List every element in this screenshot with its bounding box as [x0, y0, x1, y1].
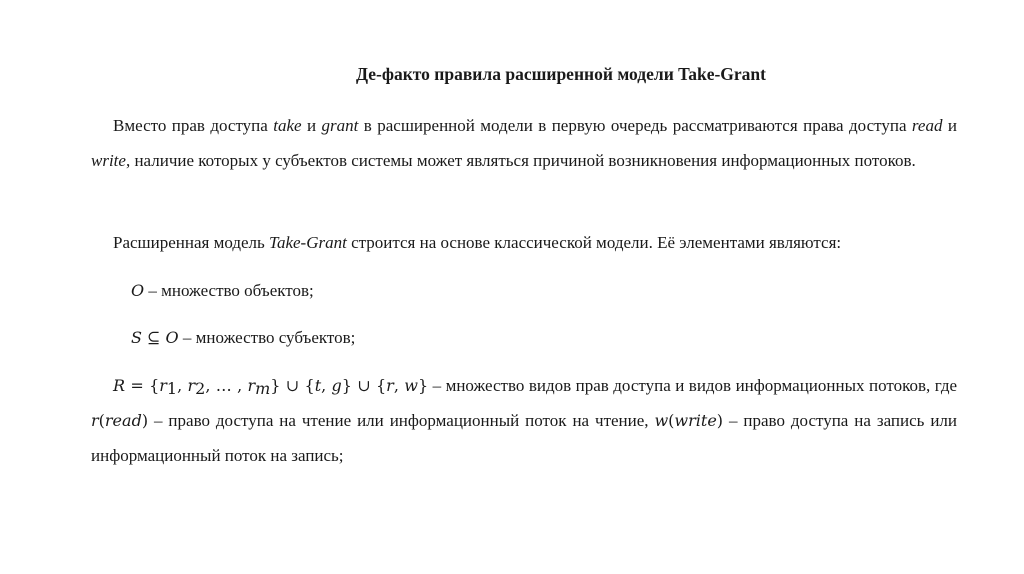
math-run: ,	[177, 376, 188, 395]
term-take-grant: Take-Grant	[269, 233, 347, 252]
text-run: и	[301, 116, 322, 135]
symbol-r: r	[386, 376, 394, 395]
subscript: m	[255, 379, 271, 398]
element-rights	[91, 368, 957, 473]
subset-symbol: ⊆	[141, 328, 166, 347]
math-run: }	[417, 376, 429, 395]
text-run: в расширенной модели в первую очередь рассматриваются права доступа	[358, 116, 912, 135]
term-write: write	[674, 411, 717, 430]
text-run: – множество объектов;	[144, 281, 314, 300]
text-run: – множество видов прав доступа и видов информационных потоков, где	[428, 376, 958, 395]
text-run: строится на основе классической модели. Её элементами являются:	[346, 233, 842, 252]
paragraph-intro	[91, 108, 957, 178]
text-run: – право доступа на чтение или информационный поток на чтение,	[148, 411, 655, 430]
symbol-g: g	[331, 376, 342, 395]
text-run: – множество субъектов;	[178, 328, 356, 347]
math-run: ,	[321, 376, 332, 395]
element-objects	[131, 279, 314, 303]
text-run: и	[942, 116, 957, 135]
text-run: Вместо прав доступа	[113, 116, 274, 135]
symbol-w: w	[404, 376, 418, 395]
symbol-S: S	[131, 328, 142, 347]
text-run: – право доступа на запись или информационный поток на запись;	[91, 411, 957, 465]
text-run: Расширенная модель	[113, 233, 270, 252]
math-run: )	[141, 411, 149, 430]
text-run: , наличие которых у субъектов системы может являться причиной возникновения информационных потоков.	[125, 151, 916, 170]
subscript: 2	[195, 379, 206, 398]
paragraph-model	[91, 225, 957, 260]
math-run: ,	[393, 376, 405, 395]
math-run: } ∪ {	[270, 376, 315, 395]
math-run: )	[716, 411, 724, 430]
symbol-O: O	[165, 328, 179, 347]
element-subjects	[131, 326, 355, 350]
term-grant: grant	[321, 116, 359, 135]
symbol-r: r	[159, 376, 167, 395]
symbol-R: R	[113, 376, 126, 395]
math-run: (	[668, 411, 675, 430]
term-take: take	[273, 116, 302, 135]
symbol-t: t	[314, 376, 322, 395]
symbol-r: r	[91, 411, 99, 430]
symbol-r: r	[187, 376, 196, 395]
math-run: (	[98, 411, 105, 430]
slide-title: Де-факто правила расширенной модели Take-Grant	[356, 64, 766, 84]
math-run: = {	[125, 376, 160, 395]
math-run: , … ,	[205, 376, 248, 395]
symbol-O: O	[131, 281, 145, 300]
subscript: 1	[166, 379, 178, 398]
symbol-r: r	[247, 376, 256, 395]
term-read: read	[911, 116, 943, 135]
math-run: } ∪ {	[341, 376, 387, 395]
term-read: read	[104, 411, 142, 430]
symbol-w: w	[654, 411, 669, 430]
term-write: write	[91, 151, 126, 170]
